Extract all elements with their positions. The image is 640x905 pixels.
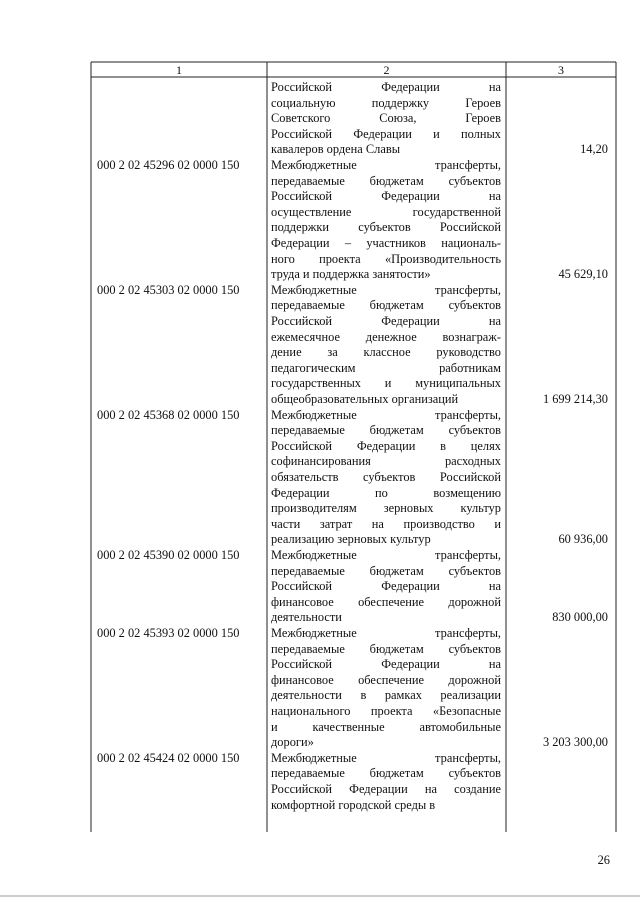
- description-line: дение за классное руководство: [271, 345, 501, 360]
- description-line: Федерации по возмещению: [271, 485, 501, 500]
- row-amount: 60 936,00: [558, 532, 608, 547]
- description-line: Межбюджетные трансферты,: [271, 750, 501, 765]
- description-line: реализацию зерновых культур: [271, 532, 431, 547]
- description-line: дороги»: [271, 735, 314, 750]
- description-line: передаваемые бюджетам субъектов: [271, 563, 501, 578]
- description-line: ного проекта «Производительность: [271, 251, 501, 266]
- column-header-1: 1: [176, 63, 182, 77]
- description-line: педагогическим работникам: [271, 360, 501, 375]
- row-amount: 830 000,00: [552, 610, 608, 625]
- description-line: комфортной городской среды в: [271, 797, 436, 812]
- description-line: финансовое обеспечение дорожной: [271, 594, 501, 609]
- page-number: 26: [597, 853, 610, 867]
- description-line: деятельности: [271, 610, 342, 625]
- description-line: и качественные автомобильные: [271, 719, 501, 734]
- row-code: 000 2 02 45368 02 0000 150: [97, 407, 240, 422]
- description-line: поддержки субъектов Российской: [271, 220, 501, 235]
- description-line: передаваемые бюджетам субъектов: [271, 298, 501, 313]
- description-line: Федерации – участников националь-: [271, 235, 501, 250]
- description-line: социальную поддержку Героев: [271, 95, 501, 110]
- description-line: Российской Федерации и полных: [271, 126, 501, 141]
- description-line: софинансирования расходных: [271, 454, 501, 469]
- description-line: Советского Союза, Героев: [271, 111, 501, 126]
- description-line: Межбюджетные трансферты,: [271, 548, 501, 562]
- row-code: 000 2 02 45390 02 0000 150: [97, 548, 240, 562]
- description-line: Межбюджетные трансферты,: [271, 158, 501, 172]
- description-line: Межбюджетные трансферты,: [271, 626, 501, 640]
- description-line: части затрат на производство и: [271, 516, 501, 531]
- row-code: 000 2 02 45393 02 0000 150: [97, 626, 240, 640]
- description-line: производителям зерновых культур: [271, 501, 501, 516]
- description-line: государственных и муниципальных: [271, 376, 501, 391]
- description-line: Российской Федерации на: [271, 313, 501, 328]
- description-line: финансовое обеспечение дорожной: [271, 672, 501, 687]
- column-header-3: 3: [558, 63, 564, 77]
- description-line: общеобразовательных организаций: [271, 391, 459, 406]
- row-code: 000 2 02 45296 02 0000 150: [97, 158, 240, 172]
- description-line: обязательств субъектов Российской: [271, 469, 501, 484]
- description-line: национального проекта «Безопасные: [271, 703, 501, 718]
- description-line: Российской Федерации на: [271, 80, 501, 94]
- description-line: деятельности в рамках реализации: [271, 688, 501, 703]
- row-description: [271, 158, 501, 283]
- row-code: 000 2 02 45424 02 0000 150: [97, 750, 240, 765]
- row-amount: 1 699 214,30: [542, 392, 608, 406]
- row-description: [271, 408, 501, 548]
- row-description: [271, 283, 501, 408]
- description-line: передаваемые бюджетам субъектов: [271, 423, 501, 438]
- column-header-2: 2: [383, 63, 390, 77]
- row-description: [271, 548, 501, 626]
- description-line: Российской Федерации на: [271, 579, 501, 594]
- description-line: ежемесячное денежное вознаграж-: [271, 329, 501, 344]
- description-line: передаваемые бюджетам субъектов: [271, 766, 501, 781]
- description-line: Российской Федерации на создание: [271, 781, 501, 796]
- row-description: [271, 751, 501, 813]
- row-code: 000 2 02 45303 02 0000 150: [97, 282, 240, 297]
- description-line: осуществление государственной: [271, 204, 501, 219]
- description-line: Межбюджетные трансферты,: [271, 282, 501, 297]
- description-line: труда и поддержка занятости»: [271, 267, 431, 282]
- description-line: Межбюджетные трансферты,: [271, 407, 501, 422]
- row-description: [271, 626, 501, 751]
- description-line: кавалеров ордена Славы: [271, 142, 401, 157]
- description-line: Российской Федерации на: [271, 189, 501, 204]
- row-amount: 14,20: [580, 142, 608, 157]
- description-line: передаваемые бюджетам субъектов: [271, 173, 501, 188]
- description-line: передаваемые бюджетам субъектов: [271, 641, 501, 656]
- description-line: Российской Федерации в целях: [271, 438, 501, 453]
- row-amount: 45 629,10: [558, 267, 608, 282]
- description-line: Российской Федерации на: [271, 657, 501, 672]
- row-description: [271, 80, 501, 158]
- row-amount: 3 203 300,00: [542, 735, 608, 750]
